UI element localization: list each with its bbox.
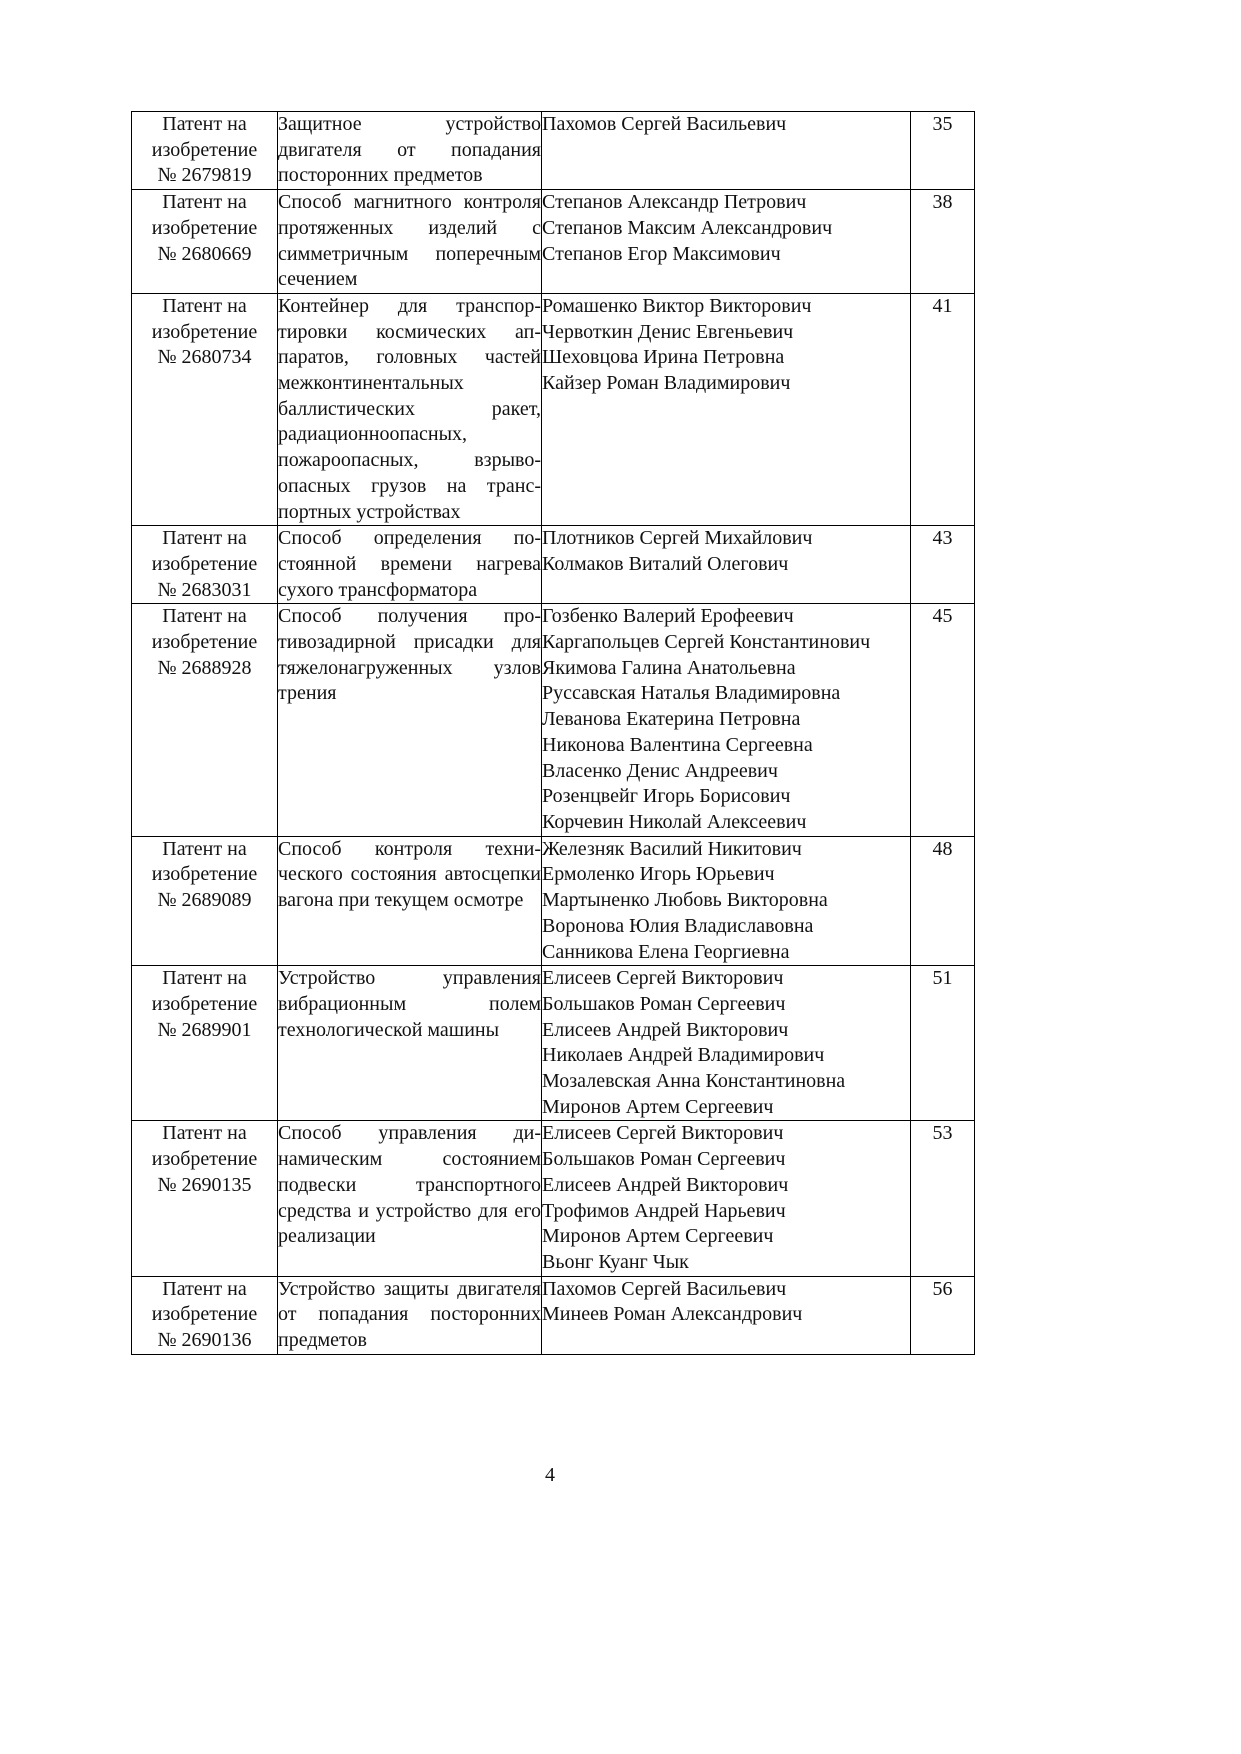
patent-authors-cell: [542, 190, 911, 294]
patent-type-cell: [132, 526, 278, 604]
patent-type-line: изобретение: [151, 992, 258, 1015]
patent-page-cell: [911, 966, 975, 1121]
patent-type-line: изобретение: [151, 320, 258, 343]
author-name: Вьонг Куанг Чык: [542, 1250, 689, 1273]
author-name: Колмаков Виталий Олегович: [542, 552, 789, 575]
patent-type-line: Патент на: [162, 113, 247, 135]
author-name: Розенцвейг Игорь Борисович: [542, 785, 791, 808]
author-name: Степанов Александр Петрович: [542, 191, 807, 214]
author-name: Ромашенко Виктор Викторович: [542, 294, 812, 317]
patent-page-cell: [911, 604, 975, 836]
patent-type-line: Патент на: [162, 527, 247, 550]
patent-title-text: Способ контроля технического состояния автосцепки вагона при текущем осмотре: [278, 837, 541, 912]
patent-type-cell: [132, 293, 278, 525]
author-name: Степанов Максим Александрович: [542, 216, 833, 239]
page-ref: 38: [932, 191, 953, 214]
author-name: Якимова Галина Анатольевна: [542, 656, 796, 679]
patent-type-line: Патент на: [162, 191, 247, 214]
patent-title-text: Способ магнитного контроля протяженных изделий с симметричным поперечным сечением: [278, 191, 541, 291]
patent-type-cell: [132, 836, 278, 966]
patent-title-cell: [278, 966, 542, 1121]
patent-type-line: № 2688928: [157, 656, 252, 679]
patent-type-line: изобретение: [151, 863, 258, 886]
patent-title-cell: [278, 293, 542, 525]
table-row: [132, 526, 975, 604]
author-name: Мозалевская Анна Константиновна: [542, 1070, 846, 1093]
table-row: [132, 293, 975, 525]
author-name: Минеев Роман Александрович: [542, 1303, 803, 1326]
patent-page-cell: [911, 293, 975, 525]
page-ref: 45: [932, 605, 953, 628]
author-name: Руссавская Наталья Владимировна: [542, 682, 841, 705]
patent-type-line: изобретение: [151, 138, 258, 161]
patent-title-cell: [278, 112, 542, 190]
page-ref: 48: [932, 837, 953, 860]
patent-authors-cell: [542, 604, 911, 836]
page-ref: 56: [932, 1277, 953, 1300]
table-row: [132, 604, 975, 836]
author-name: Санникова Елена Георгиевна: [542, 940, 790, 963]
author-name: Миронов Артем Сергеевич: [542, 1095, 774, 1118]
patent-title-text: Устройство защиты двигателя от попадания посторонних предметов: [278, 1277, 541, 1352]
patent-page-cell: [911, 1276, 975, 1354]
patent-type-line: Патент на: [162, 294, 247, 317]
author-name: Миронов Артем Сергеевич: [542, 1225, 774, 1248]
page-number: 4: [545, 1464, 555, 1486]
page-ref: 41: [932, 294, 953, 317]
patent-page-cell: [911, 526, 975, 604]
patent-page-cell: [911, 1121, 975, 1276]
patent-type-line: изобретение: [151, 1303, 258, 1326]
patent-type-line: Патент на: [162, 605, 247, 628]
patents-table: [131, 111, 975, 1355]
patent-type-line: № 2683031: [157, 578, 252, 601]
patent-title-cell: [278, 1276, 542, 1354]
patent-type-line: № 2690136: [157, 1329, 252, 1352]
author-name: Большаков Роман Сергеевич: [542, 992, 786, 1015]
table-row: [132, 836, 975, 966]
patent-title-cell: [278, 604, 542, 836]
table-row: [132, 112, 975, 190]
author-name: Николаев Андрей Владимирович: [542, 1044, 825, 1067]
patent-type-line: № 2690135: [157, 1173, 252, 1196]
patent-type-line: № 2680669: [157, 242, 252, 265]
author-name: Пахомов Сергей Васильевич: [542, 1277, 787, 1300]
author-name: Леванова Екатерина Петровна: [542, 708, 801, 731]
patent-authors-cell: [542, 526, 911, 604]
patent-type-line: № 2679819: [157, 164, 252, 187]
page-ref: 51: [932, 967, 953, 990]
patent-authors-cell: [542, 1121, 911, 1276]
author-name: Никонова Валентина Сергеевна: [542, 733, 813, 756]
patent-authors-cell: [542, 112, 911, 190]
patent-type-cell: [132, 1121, 278, 1276]
table-row: [132, 1276, 975, 1354]
author-name: Елисеев Сергей Викторович: [542, 967, 784, 990]
patent-type-line: № 2680734: [157, 346, 252, 369]
patent-authors-cell: [542, 966, 911, 1121]
patent-title-text: Контейнер для транспортировки космических аппаратов, головных частей межконтинентальных баллистических ракет, радиационноопасных, пожароопасных, взрывоопасных грузов на транспортных устройствах: [278, 294, 541, 523]
author-name: Пахомов Сергей Васильевич: [542, 113, 787, 135]
author-name: Кайзер Роман Владимирович: [542, 372, 791, 395]
author-name: Каргапольцев Сергей Константинович: [542, 631, 871, 654]
patent-title-text: Защитное устройство двигателя от попадания посторонних предметов: [278, 113, 541, 187]
patent-type-cell: [132, 966, 278, 1121]
patent-title-cell: [278, 836, 542, 966]
patent-type-line: Патент на: [162, 837, 247, 860]
author-name: Червоткин Денис Евгеньевич: [542, 320, 794, 343]
patent-type-line: изобретение: [151, 216, 258, 239]
author-name: Гозбенко Валерий Ерофеевич: [542, 605, 794, 628]
patent-title-cell: [278, 190, 542, 294]
page-ref: 43: [932, 527, 953, 550]
author-name: Воронова Юлия Владиславовна: [542, 914, 814, 937]
author-name: Власенко Денис Андреевич: [542, 759, 778, 782]
author-name: Елисеев Сергей Викторович: [542, 1122, 784, 1145]
patent-authors-cell: [542, 293, 911, 525]
patent-type-cell: [132, 190, 278, 294]
table-row: [132, 190, 975, 294]
patent-type-cell: [132, 1276, 278, 1354]
author-name: Мартыненко Любовь Викторовна: [542, 889, 828, 912]
patent-type-line: изобретение: [151, 552, 258, 575]
patent-type-line: Патент на: [162, 967, 247, 990]
patent-type-line: № 2689089: [157, 889, 252, 912]
author-name: Корчевин Николай Алексеевич: [542, 810, 807, 833]
author-name: Елисеев Андрей Викторович: [542, 1018, 789, 1041]
patent-authors-cell: [542, 836, 911, 966]
patent-type-line: изобретение: [151, 1148, 258, 1171]
patent-title-text: Способ управления динамическим состоянием подвески транспортного средства и устройство для его реализации: [278, 1122, 541, 1248]
author-name: Ермоленко Игорь Юрьевич: [542, 863, 775, 886]
patent-type-line: Патент на: [162, 1122, 247, 1145]
table-row: [132, 966, 975, 1121]
author-name: Шеховцова Ирина Петровна: [542, 346, 785, 369]
patent-type-line: № 2689901: [157, 1018, 252, 1041]
page-ref: 53: [932, 1122, 953, 1145]
author-name: Елисеев Андрей Викторович: [542, 1173, 789, 1196]
patent-title-text: Способ получения противозадирной присадки для тяжелонагруженных узлов трения: [278, 605, 541, 705]
patent-type-line: Патент на: [162, 1277, 247, 1300]
patent-type-line: изобретение: [151, 631, 258, 654]
page-ref: 35: [932, 113, 953, 135]
patent-title-cell: [278, 1121, 542, 1276]
patents-table-body: [132, 112, 975, 1355]
patent-type-cell: [132, 112, 278, 190]
table-row: [132, 1121, 975, 1276]
patent-title-text: Устройство управления вибрационным полем технологической машины: [278, 967, 541, 1041]
author-name: Плотников Сергей Михайлович: [542, 527, 813, 550]
author-name: Большаков Роман Сергеевич: [542, 1148, 786, 1171]
author-name: Степанов Егор Максимович: [542, 242, 781, 265]
patent-title-cell: [278, 526, 542, 604]
author-name: Железняк Василий Никитович: [542, 837, 802, 860]
patent-type-cell: [132, 604, 278, 836]
patent-page-cell: [911, 112, 975, 190]
patent-page-cell: [911, 836, 975, 966]
patent-page-cell: [911, 190, 975, 294]
patent-title-text: Способ определения постоянной времени нагрева сухого трансформатора: [278, 527, 541, 601]
author-name: Трофимов Андрей Нарьевич: [542, 1199, 786, 1222]
patent-authors-cell: [542, 1276, 911, 1354]
